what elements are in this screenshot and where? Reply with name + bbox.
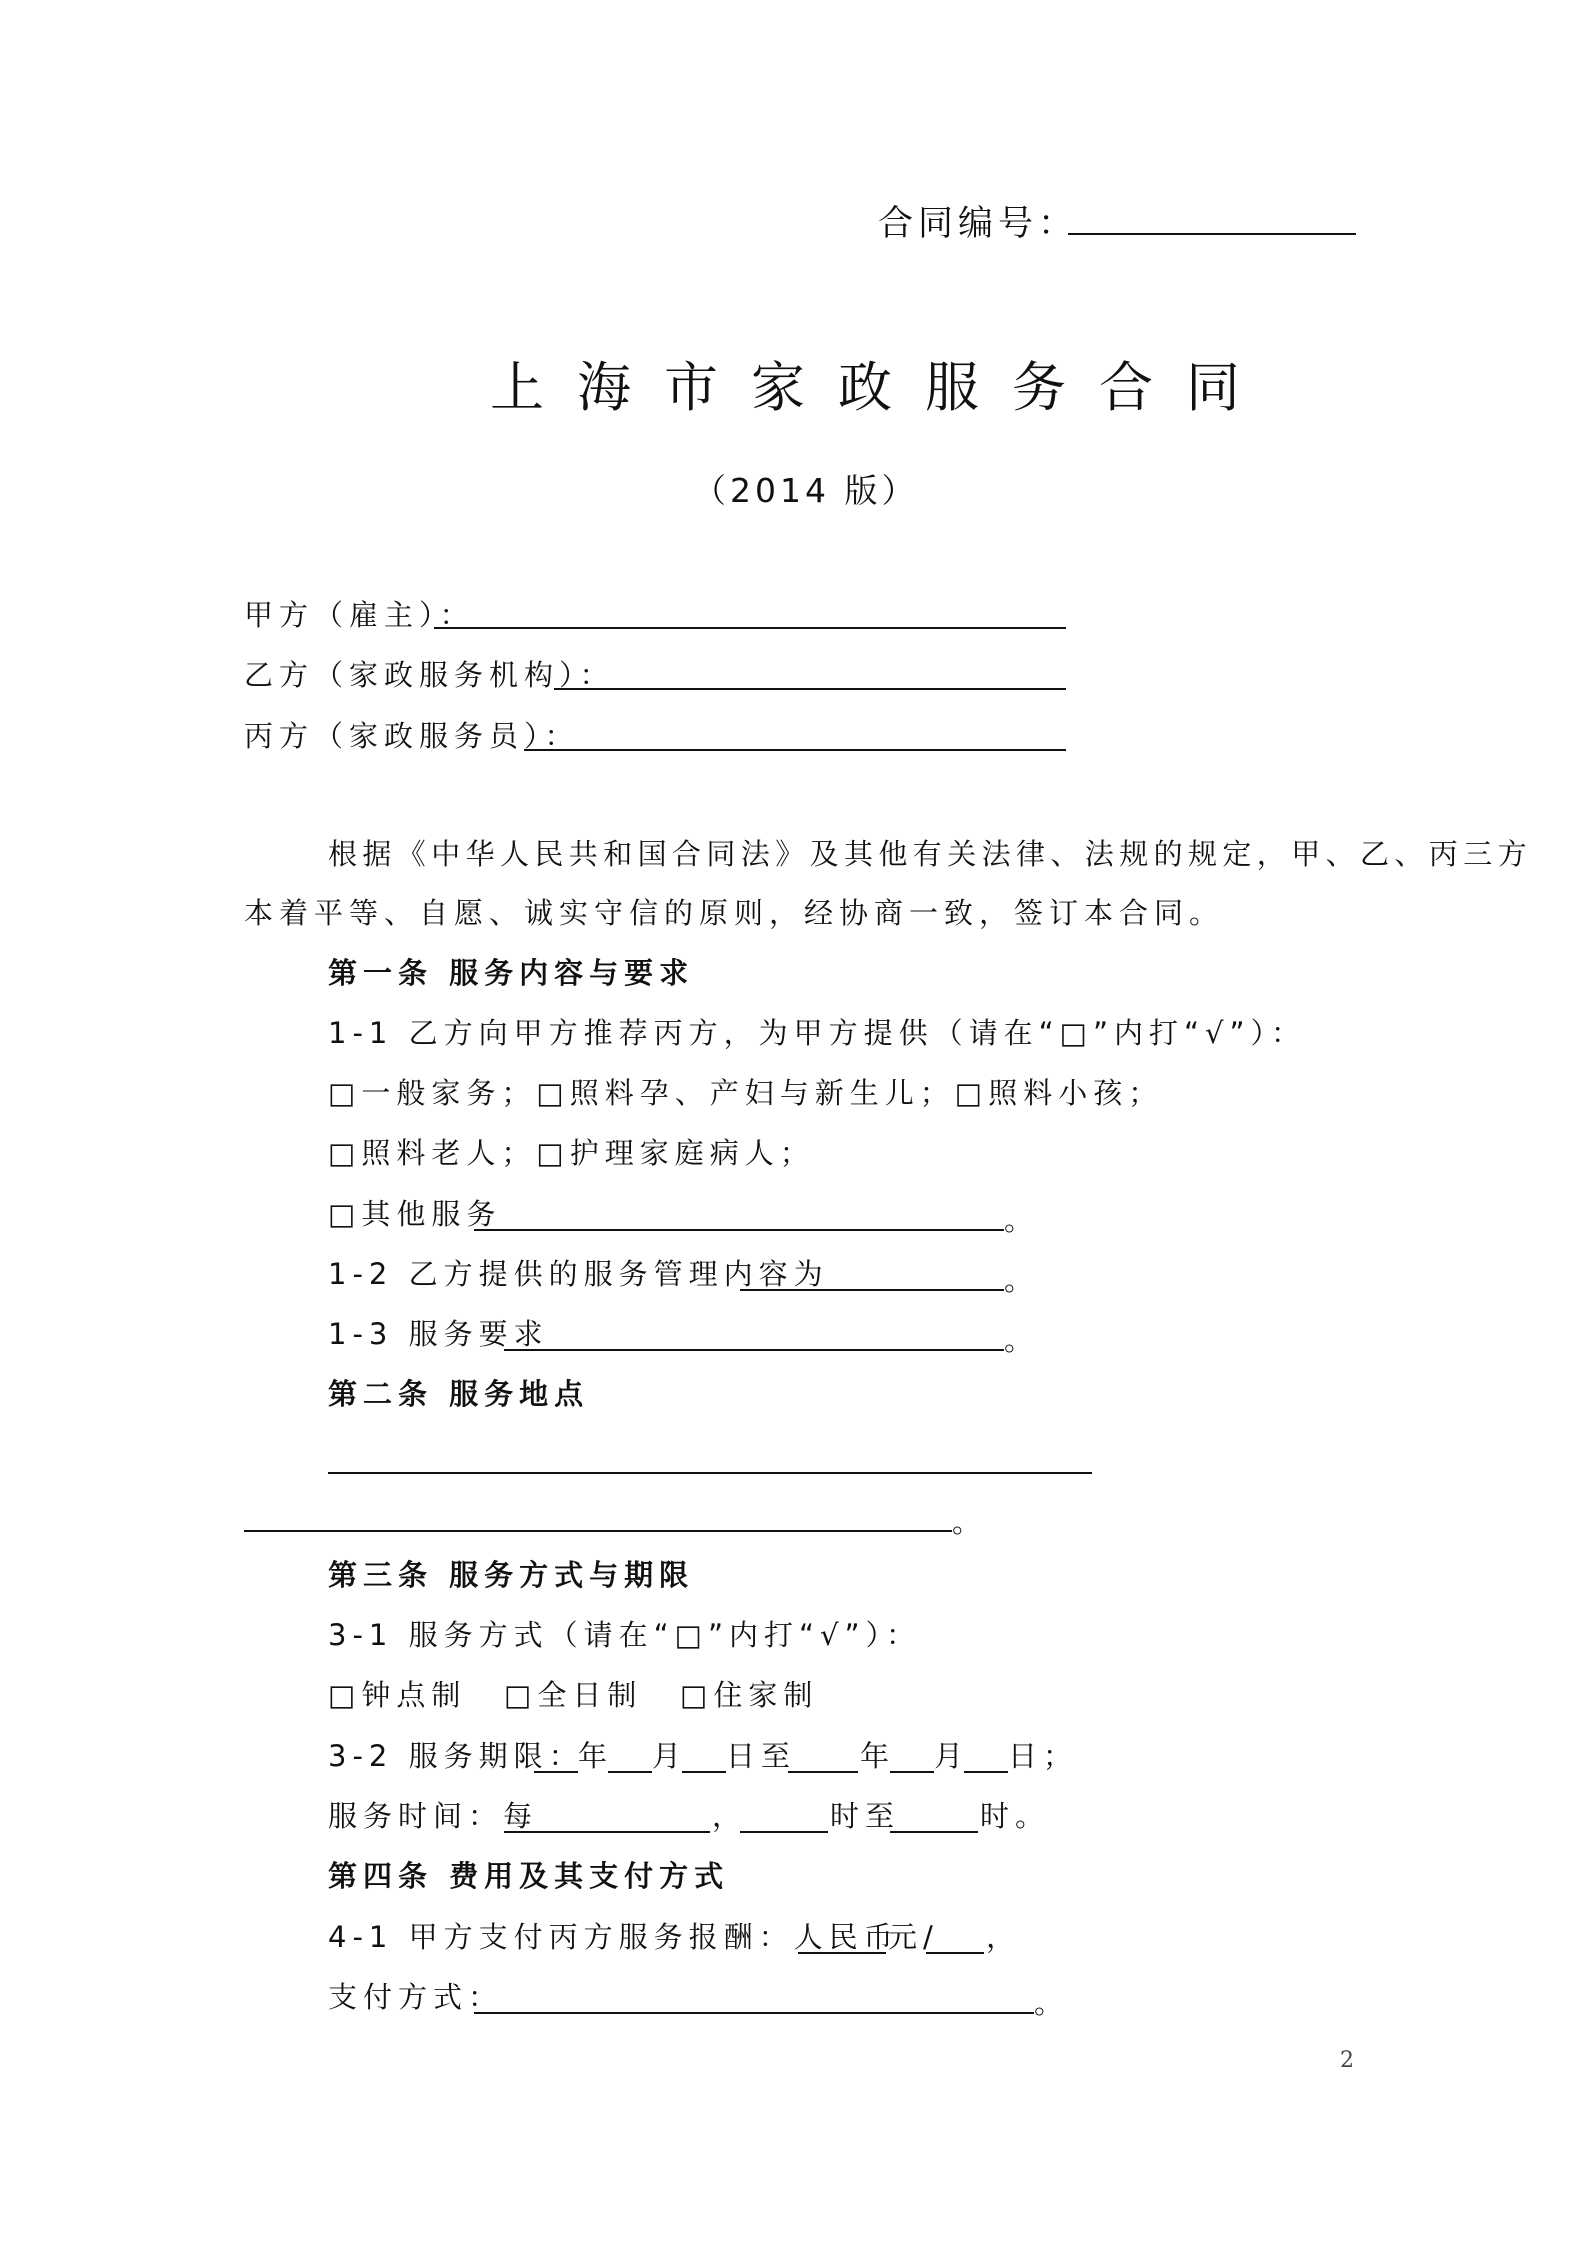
service-management-field[interactable] xyxy=(740,1289,1004,1291)
party-c-label: 丙方（家政服务员）： xyxy=(244,719,580,753)
end-year-unit: 年 xyxy=(860,1739,896,1773)
contract-number-field[interactable] xyxy=(1068,233,1356,235)
option-hourly[interactable]: □钟点制 xyxy=(328,1678,467,1712)
article-1-item-2: 1-2 乙方提供的服务管理内容为 xyxy=(328,1257,829,1291)
service-requirements-field[interactable] xyxy=(504,1349,1004,1351)
party-c-field[interactable] xyxy=(524,749,1066,751)
article-1-heading: 第一条 服务内容与要求 xyxy=(328,956,695,990)
start-month-field[interactable] xyxy=(608,1771,652,1773)
hour-end: 时。 xyxy=(980,1799,1051,1833)
end-month-unit: 月 xyxy=(934,1739,970,1773)
document-title: 上海市家政服务合同 xyxy=(490,356,1273,419)
page-number: 2 xyxy=(1340,2048,1354,2073)
other-service-field[interactable] xyxy=(474,1229,1004,1231)
start-month-unit: 月 xyxy=(652,1739,688,1773)
start-day-field[interactable] xyxy=(682,1771,726,1773)
party-b-label: 乙方（家政服务机构）： xyxy=(244,658,615,692)
service-time-comma: ， xyxy=(712,1799,748,1833)
party-a-field[interactable] xyxy=(434,627,1066,629)
option-full-day[interactable]: □全日制 xyxy=(504,1678,643,1712)
intro-line-2: 本着平等、自愿、诚实守信的原则，经协商一致，签订本合同。 xyxy=(244,896,1225,930)
start-year-unit: 年 xyxy=(578,1739,614,1773)
article-2-heading: 第二条 服务地点 xyxy=(328,1377,590,1411)
payment-period-field[interactable] xyxy=(926,1952,984,1954)
location-period: 。 xyxy=(952,1505,988,1539)
end-month-field[interactable] xyxy=(890,1771,934,1773)
intro-line-1: 根据《中华人民共和国合同法》及其他有关法律、法规的规定，甲、乙、丙三方 xyxy=(328,837,1533,871)
service-location-field-2[interactable] xyxy=(244,1530,952,1532)
service-options-row-2[interactable]: □照料老人；□护理家庭病人； xyxy=(328,1136,815,1170)
option-live-in[interactable]: □住家制 xyxy=(680,1678,819,1712)
payment-method-period: 。 xyxy=(1034,1986,1070,2020)
start-year-field[interactable] xyxy=(534,1771,578,1773)
start-day-to: 日至 xyxy=(726,1739,797,1773)
end-hour-field[interactable] xyxy=(890,1831,978,1833)
payment-method-label: 支付方式： xyxy=(328,1980,504,2014)
party-b-field[interactable] xyxy=(554,688,1066,690)
article-3-heading: 第三条 服务方式与期限 xyxy=(328,1558,695,1592)
start-hour-field[interactable] xyxy=(740,1831,828,1833)
article-1-item-1: 1-1 乙方向甲方推荐丙方，为甲方提供（请在“□”内打“√”）： xyxy=(328,1016,1307,1050)
item-2-period: 。 xyxy=(1004,1263,1040,1297)
payment-unit: 元/ xyxy=(888,1920,939,1954)
article-4-heading: 第四条 费用及其支付方式 xyxy=(328,1859,730,1893)
article-4-item-1: 4-1 甲方支付丙方服务报酬：人民币 xyxy=(328,1920,899,1954)
service-options-row-1[interactable]: □一般家务；□照料孕、产妇与新生儿；□照料小孩； xyxy=(328,1076,1164,1110)
item-3-period: 。 xyxy=(1004,1323,1040,1357)
other-service-period: 。 xyxy=(1004,1203,1040,1237)
article-3-item-1: 3-1 服务方式（请在“□”内打“√”）： xyxy=(328,1618,922,1652)
hour-to: 时至 xyxy=(830,1799,901,1833)
service-time-frequency-field[interactable] xyxy=(504,1831,710,1833)
end-day-unit: 日； xyxy=(1008,1739,1079,1773)
service-time-label: 服务时间：每 xyxy=(328,1799,539,1833)
article-1-item-3: 1-3 服务要求 xyxy=(328,1317,549,1351)
payment-method-field[interactable] xyxy=(474,2012,1034,2014)
other-service-label[interactable]: □其他服务 xyxy=(328,1197,502,1231)
end-day-field[interactable] xyxy=(964,1771,1008,1773)
payment-comma: ， xyxy=(986,1920,1022,1954)
party-a-label: 甲方（雇主）： xyxy=(244,598,475,632)
payment-amount-field[interactable] xyxy=(798,1952,886,1954)
term-label: 3-2 服务期限： xyxy=(328,1739,584,1773)
contract-number-label: 合同编号： xyxy=(878,204,1079,244)
document-subtitle: （2014 版） xyxy=(693,471,919,510)
end-year-field[interactable] xyxy=(788,1771,858,1773)
service-location-field-1[interactable] xyxy=(328,1472,1092,1474)
